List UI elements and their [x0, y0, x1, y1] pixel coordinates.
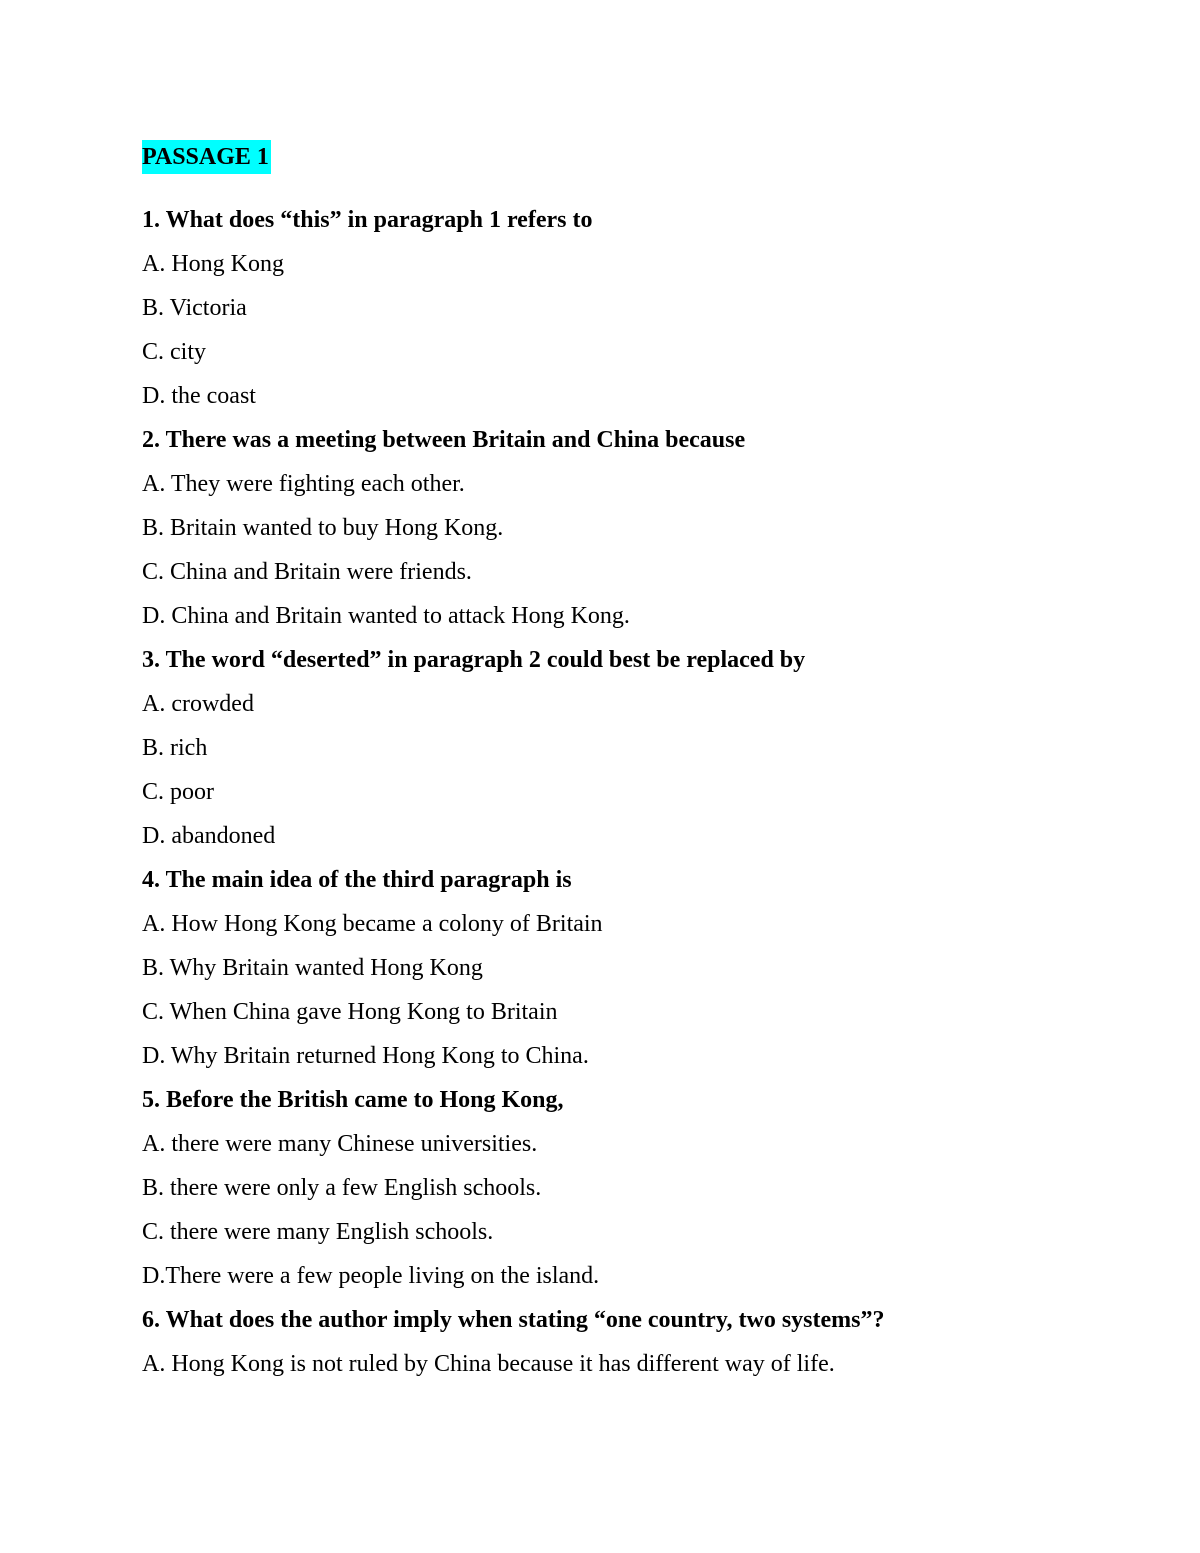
passage-title-row — [142, 140, 1102, 176]
q1-option-b: B. Victoria — [142, 295, 247, 321]
q4-option-c: C. When China gave Hong Kong to Britain — [142, 999, 558, 1025]
q1-option-c: C. city — [142, 339, 206, 365]
q2-option-c: C. China and Britain were friends. — [142, 559, 472, 585]
q3-option-d: D. abandoned — [142, 823, 276, 849]
q4-option-d: D. Why Britain returned Hong Kong to China. — [142, 1043, 589, 1069]
q5-option-a: A. there were many Chinese universities. — [142, 1131, 538, 1157]
q2-option-d: D. China and Britain wanted to attack Hong Kong. — [142, 603, 630, 629]
question-3: 3. The word “deserted” in paragraph 2 could best be replaced by — [142, 647, 806, 673]
q2-option-a: A. They were fighting each other. — [142, 471, 465, 497]
question-1: 1. What does “this” in paragraph 1 refers to — [142, 207, 593, 233]
q1-option-d: D. the coast — [142, 383, 256, 409]
q2-option-b: B. Britain wanted to buy Hong Kong. — [142, 515, 504, 541]
q3-option-a: A. crowded — [142, 691, 254, 717]
q4-option-a: A. How Hong Kong became a colony of Britain — [142, 911, 603, 937]
q5-option-b: B. there were only a few English schools. — [142, 1175, 542, 1201]
document-page — [142, 140, 1102, 1386]
question-4: 4. The main idea of the third paragraph is — [142, 867, 572, 893]
question-2: 2. There was a meeting between Britain and China because — [142, 427, 746, 453]
q5-option-c: C. there were many English schools. — [142, 1219, 494, 1245]
q5-option-d: D.There were a few people living on the island. — [142, 1263, 600, 1289]
q6-option-a: A. Hong Kong is not ruled by China because it has different way of life. — [142, 1351, 835, 1377]
passage-title: PASSAGE 1 — [142, 140, 271, 174]
q4-option-b: B. Why Britain wanted Hong Kong — [142, 955, 483, 981]
question-5: 5. Before the British came to Hong Kong, — [142, 1087, 564, 1113]
q3-option-c: C. poor — [142, 779, 214, 805]
q3-option-b: B. rich — [142, 735, 208, 761]
q1-option-a: A. Hong Kong — [142, 251, 284, 277]
question-6: 6. What does the author imply when stating “one country, two systems”? — [142, 1307, 885, 1333]
